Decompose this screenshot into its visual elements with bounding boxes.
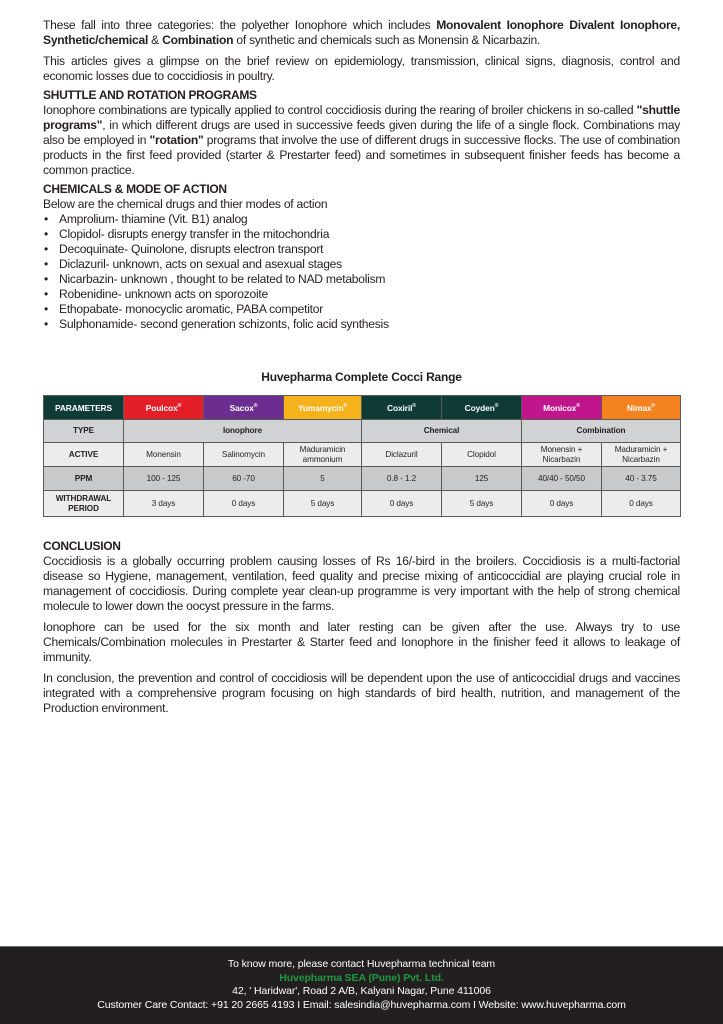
table-cell: Maduramicin ammonium <box>284 443 362 467</box>
product-coxiril: Coxiril® <box>362 396 442 420</box>
table-cell: 3 days <box>124 491 204 517</box>
table-title: Huvepharma Complete Cocci Range <box>261 370 462 384</box>
conclusion-paragraph-3: In conclusion, the prevention and control of coccidiosis will be dependent upon the use of anticoccidial drugs and vaccines integrated with a comprehensive program focusing on high standards of bird health, nutrition, and management of the Production environment. <box>43 671 680 715</box>
row-label: PPM <box>44 467 124 491</box>
table-cell: Monensin <box>124 443 204 467</box>
footer-contact-details: Customer Care Contact: +91 20 2665 4193 I Email: salesindia@huvepharma.com I Website: www.huvepharma.com <box>97 998 626 1011</box>
list-item: • Clopidol- disrupts energy transfer in the mitochondria <box>43 227 680 242</box>
intro-paragraph-1: These fall into three categories: the polyether Ionophore which includes Monovalent Ionophore Divalent Ionophore, Synthetic/chemical & Combination of synthetic and chemicals such as Monensin & Nicarbazin. <box>43 18 680 47</box>
chemicals-intro: Below are the chemical drugs and thier modes of action <box>43 197 328 211</box>
table-cell: Monensin + Nicarbazin <box>522 443 602 467</box>
table-cell: 5 <box>284 467 362 491</box>
list-item: • Robenidine- unknown acts on sporozoite <box>43 287 680 302</box>
type-combination: Combination <box>522 420 681 443</box>
row-label: TYPE <box>44 420 124 443</box>
chemicals-heading: CHEMICALS & MODE OF ACTION <box>43 182 227 196</box>
product-poulcox: Poulcox® <box>124 396 204 420</box>
product-coyden: Coyden® <box>442 396 522 420</box>
cocci-range-table <box>43 395 681 517</box>
footer-company-name: Huvepharma SEA (Pune) Pvt. Ltd. <box>279 971 444 984</box>
list-item: • Decoquinate- Quinolone, disrupts electron transport <box>43 242 680 257</box>
table-cell: 0 days <box>522 491 602 517</box>
list-item: • Ethopabate- monocyclic aromatic, PABA competitor <box>43 302 680 317</box>
footer-contact-intro: To know more, please contact Huvepharma technical team <box>227 958 496 970</box>
product-nimax: Nimax® <box>602 396 681 420</box>
table-cell: Clopidol <box>442 443 522 467</box>
table-cell: 5 days <box>284 491 362 517</box>
table-cell: Maduramicin + Nicarbazin <box>602 443 681 467</box>
list-item: • Diclazuril- unknown, acts on sexual and asexual stages <box>43 257 680 272</box>
table-cell: 5 days <box>442 491 522 517</box>
table-row-ppm <box>44 467 681 491</box>
list-item: • Nicarbazin- unknown , thought to be related to NAD metabolism <box>43 272 680 287</box>
shuttle-heading: SHUTTLE AND ROTATION PROGRAMS <box>43 88 257 102</box>
contact-footer <box>0 946 723 1024</box>
table-cell: 0 days <box>602 491 681 517</box>
conclusion-heading: CONCLUSION <box>43 539 121 553</box>
table-cell: 60 -70 <box>204 467 284 491</box>
product-sacox: Sacox® <box>204 396 284 420</box>
row-label: ACTIVE <box>44 443 124 467</box>
table-cell: 100 - 125 <box>124 467 204 491</box>
header-parameters: PARAMETERS <box>44 396 124 420</box>
table-cell: 125 <box>442 467 522 491</box>
conclusion-paragraph-2: Ionophore can be used for the six month and later resting can be given after the use. Always try to use Chemicals/Combination molecules in Prestarter & Starter feed and Ionophore in the finisher feed it allows to leakage of immunity. <box>43 620 680 664</box>
table-row-type <box>44 420 681 443</box>
row-label: WITHDRAWAL PERIOD <box>44 491 124 517</box>
list-item: • Sulphonamide- second generation schizonts, folic acid synthesis <box>43 317 680 332</box>
chemicals-list <box>43 212 680 332</box>
table-cell: 0 days <box>204 491 284 517</box>
conclusion-section <box>43 539 680 716</box>
conclusion-paragraph-1: Coccidiosis is a globally occurring problem causing losses of Rs 16/-bird in the broilers. Coccidiosis is a multi-factorial disease so Hygiene, management, ventilation, feed quality and precise mixing of anticoccidial are playing crucial role in management of coccidiosis. During complete year clean-up programme is very important with the help of strong chemical molecule to lower down the oocyst pressure in the farms. <box>43 554 680 613</box>
table-cell: 0.8 - 1.2 <box>362 467 442 491</box>
product-yumamycin: Yumamycin® <box>284 396 362 420</box>
shuttle-paragraph: Ionophore combinations are typically applied to control coccidiosis during the rearing of broiler chickens in so-called "shuttle programs", in which different drugs are used in successive feeds given during the life of a single flock. Combinations may also be employed in "rotation" programs that involve the use of different drugs in successive flocks. The use of combination products in the first feed provided (starter & Prestarter feed) and sometimes in subsequent finisher feeds has become a common practice. <box>43 103 680 177</box>
table-cell: 40 - 3.75 <box>602 467 681 491</box>
table-cell: 0 days <box>362 491 442 517</box>
product-monicox: Monicox® <box>522 396 602 420</box>
footer-address: 42, ' Haridwar', Road 2 A/B, Kalyani Nagar, Pune 411006 <box>232 985 491 997</box>
table-row-withdrawal <box>44 491 681 517</box>
table-cell: 40/40 - 50/50 <box>522 467 602 491</box>
table-header-row <box>44 396 681 420</box>
intro-paragraph-2: This articles gives a glimpse on the brief review on epidemiology, transmission, clinical signs, diagnosis, control and economic losses due to coccidiosis in poultry. <box>43 54 680 83</box>
table-cell: Diclazuril <box>362 443 442 467</box>
table-cell: Salinomycin <box>204 443 284 467</box>
type-chemical: Chemical <box>362 420 522 443</box>
list-item: • Amprolium- thiamine (Vit. B1) analog <box>43 212 680 227</box>
article-body <box>43 18 680 332</box>
table-row-active <box>44 443 681 467</box>
type-ionophore: Ionophore <box>124 420 362 443</box>
